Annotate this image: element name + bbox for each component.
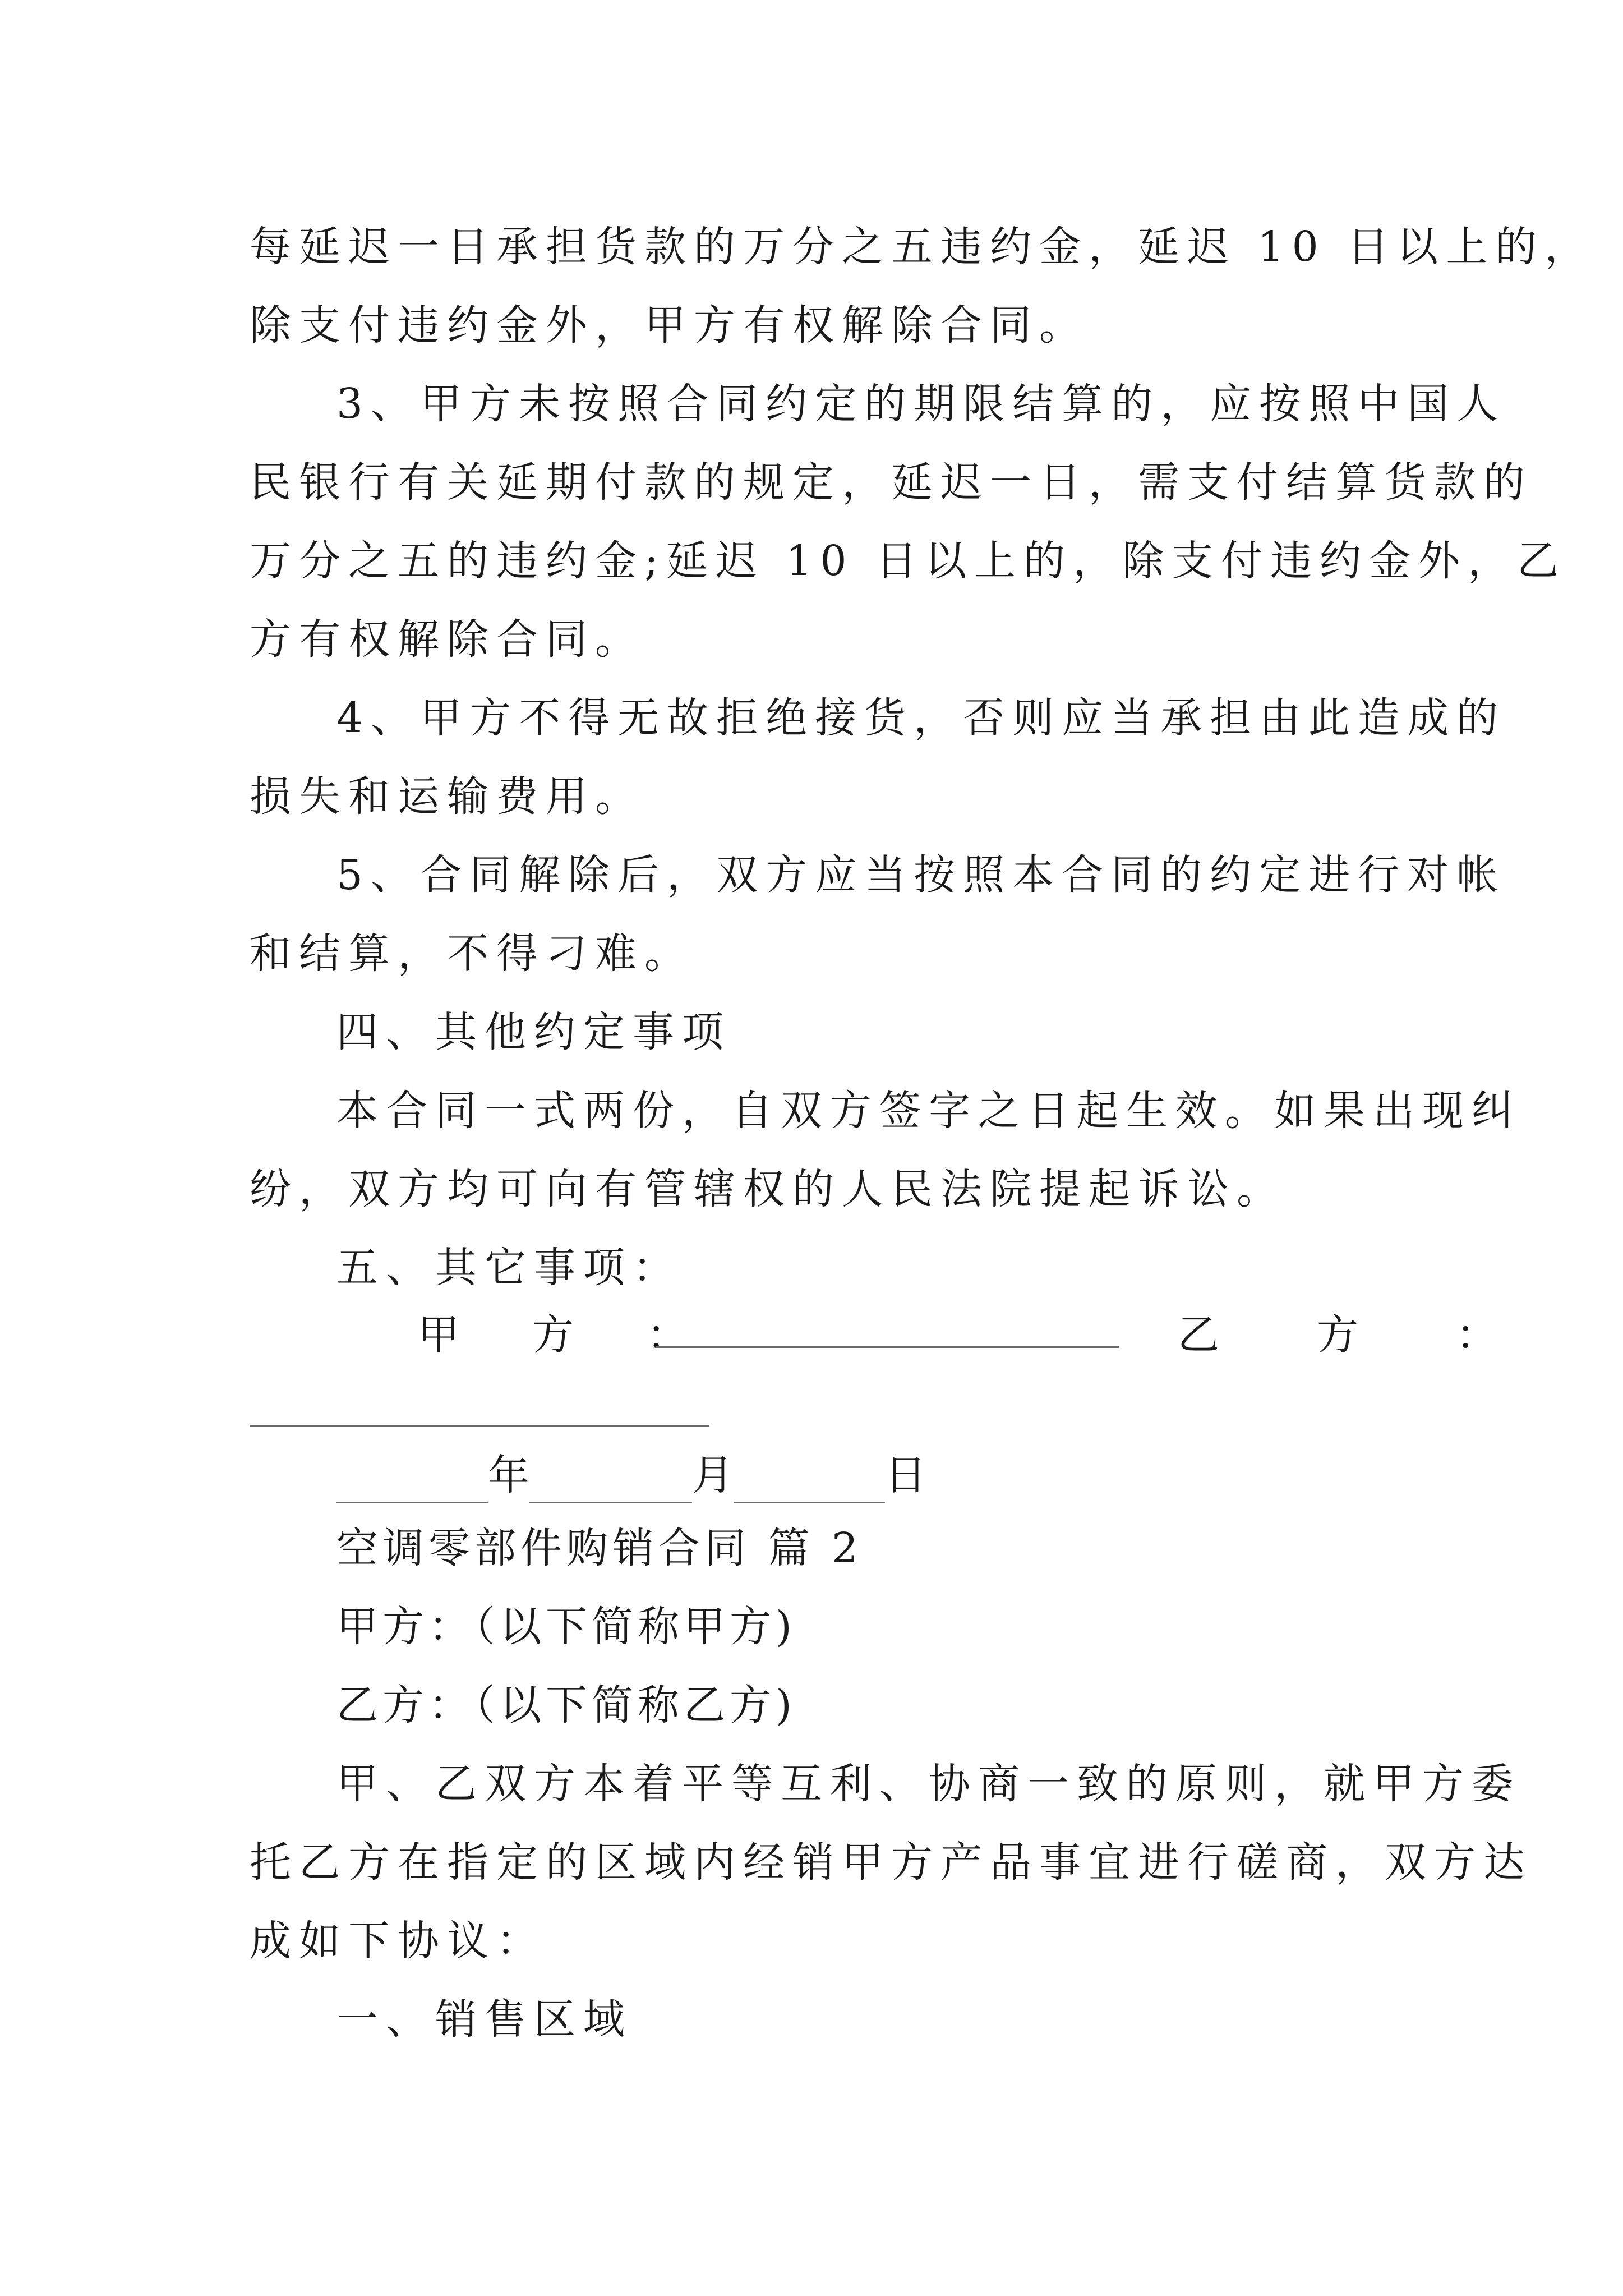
month-blank [529,1462,692,1503]
month-label: 月 [692,1451,734,1499]
paragraph-line: 民银行有关延期付款的规定，延迟一日，需支付结算货款的 [250,458,1533,507]
party-b-signature-blank [250,1425,709,1427]
year-blank [336,1462,488,1503]
contract-title: 空调零部件购销合同 篇 2 [336,1524,863,1572]
section-heading: 一、销售区域 [336,1995,633,2044]
paragraph-line: 损失和运输费用。 [250,772,644,821]
paragraph-line: 和结算，不得刁难。 [250,930,694,978]
year-label: 年 [488,1451,529,1499]
date-line [336,1447,926,1503]
paragraph-line: 本合同一式两份，自双方签字之日起生效。如果出现纠 [336,1087,1521,1135]
clause-4: 4、甲方不得无故拒绝接货，否则应当承担由此造成的 [336,694,1506,742]
paragraph-line: 万分之五的违约金;延迟 10 日以上的，除支付违约金外，乙 [250,537,1567,585]
day-blank [734,1462,885,1503]
paragraph-line: 托乙方在指定的区域内经销甲方产品事宜进行磋商，双方达 [250,1838,1533,1887]
paragraph-line: 成如下协议： [250,1917,546,1965]
party-b-line: 乙方：（以下简称乙方) [336,1681,796,1729]
clause-5: 5、合同解除后，双方应当按照本合同的约定进行对帐 [336,851,1506,899]
paragraph-line: 除支付违约金外，甲方有权解除合同。 [250,301,1089,349]
party-b-signature-label: 乙 方 ： [1178,1311,1525,1359]
section-heading: 四、其他约定事项 [336,1008,731,1056]
clause-3: 3、甲方未按照合同约定的期限结算的，应按照中国人 [336,380,1506,428]
day-label: 日 [885,1451,926,1499]
party-a-line: 甲方：（以下简称甲方) [336,1603,796,1651]
party-a-signature-blank [656,1346,1119,1348]
section-heading: 五、其它事项： [336,1244,682,1292]
paragraph-line: 纷，双方均可向有管辖权的人民法院提起诉讼。 [250,1165,1286,1213]
paragraph-line: 每延迟一日承担货款的万分之五违约金，延迟 10 日以上的， [250,223,1594,271]
party-a-signature-label: 甲 方 ： [418,1311,704,1359]
paragraph-line: 甲、乙双方本着平等互利、协商一致的原则，就甲方委 [336,1760,1521,1808]
paragraph-line: 方有权解除合同。 [250,615,644,664]
